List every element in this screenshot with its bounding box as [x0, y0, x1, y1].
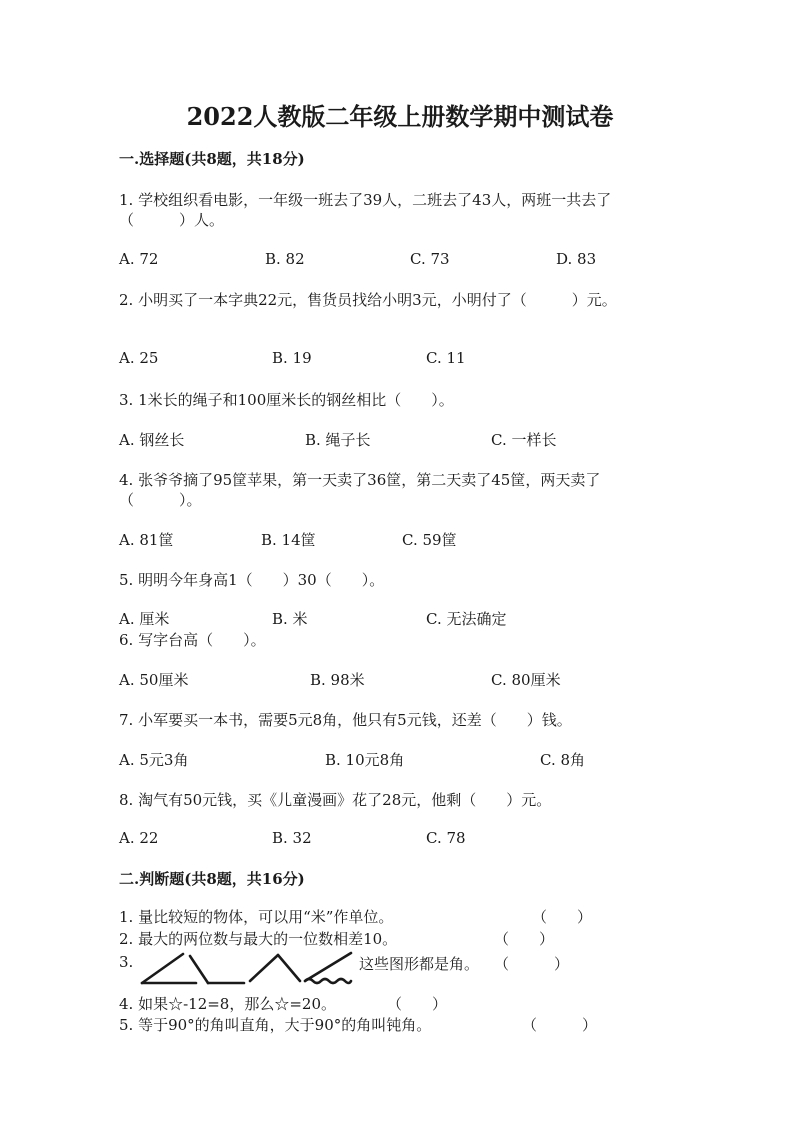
question-5-option-c: C. 无法确定: [426, 610, 507, 628]
question-6-option-a: A. 50厘米: [119, 671, 189, 689]
judgment-5-text: 5. 等于90°的角叫直角，大于90°的角叫钝角。: [119, 1016, 432, 1034]
angle-figure-3: [250, 955, 300, 981]
question-4-line2: （ ）。: [119, 491, 202, 509]
question-6-line1: 6. 写字台高（ ）。: [119, 631, 266, 649]
question-4-option-b: B. 14筐: [261, 531, 316, 549]
judgment-2-text: 2. 最大的两位数与最大的一位数相差10。: [119, 930, 398, 948]
section-2-header: 二.判断题(共8题，共16分): [119, 870, 305, 888]
question-3-option-a: A. 钢丝长: [119, 431, 185, 449]
angle-figure-4: [305, 953, 351, 983]
angle-figure-2: [190, 956, 244, 983]
question-5-option-a: A. 厘米: [119, 610, 170, 628]
question-8-option-b: B. 32: [272, 829, 312, 847]
judgment-3-text: 3.: [119, 953, 134, 971]
question-7-option-b: B. 10元8角: [325, 751, 405, 769]
question-8-option-c: C. 78: [426, 829, 466, 847]
page-title: 2022人教版二年级上册数学期中测试卷: [186, 102, 614, 131]
question-1-option-c: C. 73: [410, 250, 450, 268]
question-1-line1: 1. 学校组织看电影，一年级一班去了39人，二班去了43人，两班一共去了: [119, 191, 612, 209]
question-1-option-d: D. 83: [556, 250, 597, 268]
judgment-3-blank: （ ）: [494, 955, 570, 973]
judgment-5-blank: （ ）: [522, 1016, 598, 1034]
judgment-2-blank: （ ）: [494, 930, 555, 948]
judgment-3-after-text: 这些图形都是角。: [359, 955, 480, 973]
question-6-option-c: C. 80厘米: [491, 671, 561, 689]
question-4-option-a: A. 81筐: [119, 531, 174, 549]
question-4-line1: 4. 张爷爷摘了95筐苹果，第一天卖了36筐，第二天卖了45筐，两天卖了: [119, 471, 601, 489]
judgment-4-blank: （ ）: [387, 995, 448, 1013]
question-3-option-c: C. 一样长: [491, 431, 557, 449]
question-1-option-b: B. 82: [265, 250, 305, 268]
judgment-4-text: 4. 如果☆-12=8，那么☆=20。: [119, 995, 337, 1013]
question-1-option-a: A. 72: [119, 250, 159, 268]
question-5-option-b: B. 米: [272, 610, 308, 628]
question-7-option-a: A. 5元3角: [119, 751, 189, 769]
question-2-option-b: B. 19: [272, 349, 312, 367]
question-2-option-c: C. 11: [426, 349, 466, 367]
question-4-option-c: C. 59筐: [402, 531, 457, 549]
question-3-option-b: B. 绳子长: [305, 431, 371, 449]
question-8-option-a: A. 22: [119, 829, 159, 847]
question-3-line1: 3. 1米长的绳子和100厘米长的钢丝相比（ ）。: [119, 391, 454, 409]
question-1-line2: （ ）人。: [119, 211, 225, 229]
angle-figures: [138, 948, 356, 988]
judgment-1-text: 1. 量比较短的物体，可以用“米”作单位。: [119, 908, 394, 926]
question-2-option-a: A. 25: [119, 349, 159, 367]
question-6-option-b: B. 98米: [310, 671, 365, 689]
question-7-option-c: C. 8角: [540, 751, 586, 769]
question-7-line1: 7. 小军要买一本书，需要5元8角，他只有5元钱，还差（ ）钱。: [119, 711, 572, 729]
question-5-line1: 5. 明明今年身高1（ ）30（ ）。: [119, 571, 385, 589]
question-2-line1: 2. 小明买了一本字典22元，售货员找给小明3元，小明付了（ ）元。: [119, 291, 617, 309]
angle-figure-1: [142, 954, 196, 983]
section-1-header: 一.选择题(共8题，共18分): [119, 150, 305, 168]
question-8-line1: 8. 淘气有50元钱，买《儿童漫画》花了28元，他剩（ ）元。: [119, 791, 552, 809]
judgment-1-blank: （ ）: [532, 908, 593, 926]
